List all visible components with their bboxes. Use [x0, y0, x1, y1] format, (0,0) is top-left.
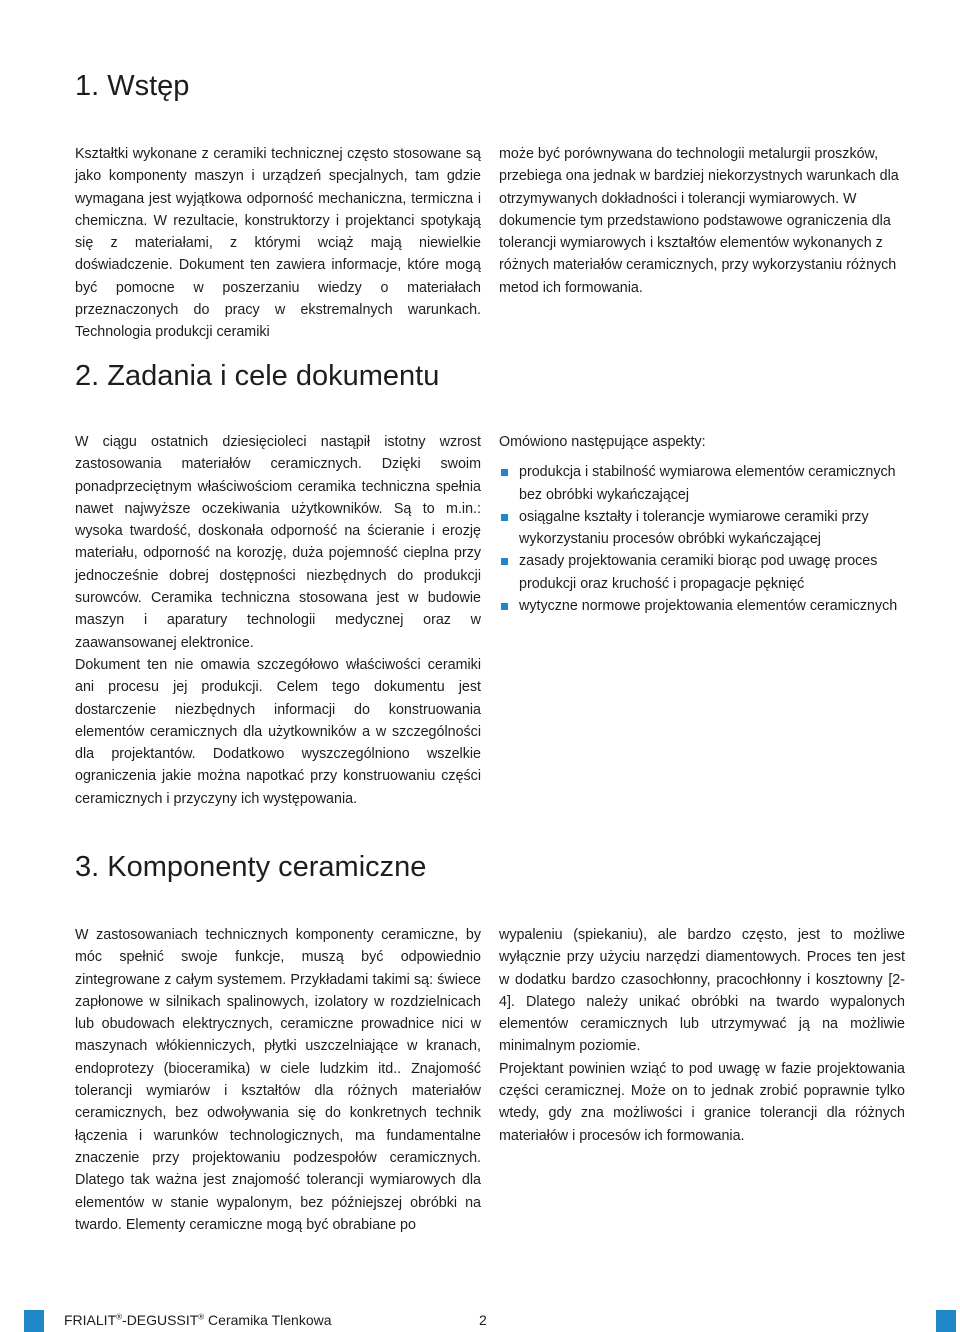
column-right [499, 143, 905, 299]
column-right [499, 431, 905, 617]
paragraph: Projektant powinien wziąć to pod uwagę w fazie projektowania części ceramicznej. Może on to jednak zrobić poprawnie tylko wtedy, gdy zna możliwości i granice tolerancji dla różnych materiałów i procesów ich formowania. [499, 1060, 905, 1144]
column-right [499, 924, 905, 1147]
footer-accent-block-right [936, 1310, 956, 1332]
column-left [75, 924, 481, 1236]
list-intro: Omówiono następujące aspekty: [499, 434, 706, 450]
column-left [75, 143, 481, 344]
bullet-square-icon [501, 558, 508, 565]
paragraph: W ciągu ostatnich dziesięcioleci nastąpił istotny wzrost zastosowania materiałów ceramicznych. Dzięki swoim ponadprzeciętnym właściwościom ceramika techniczna spełnia nawet najwyższe oczekiwania użytkowników. Są to m.in.: wysoka twardość, doskonała odporność na ścieranie i erozję materiału, odporność na korozję, duża pojemność cieplna przy jednocześnie dobrej dostępności niezbędnych do produkcji surowców. Ceramika techniczna stosowana jest w budowie maszyn i aparatury technologii medycznej oraz w zaawansowanej elektronice. [75, 434, 481, 651]
section-heading: 1. Wstęp [75, 70, 190, 102]
section-heading: 3. Komponenty ceramiczne [75, 851, 427, 883]
list-item: osiągalne kształty i tolerancje wymiarowe ceramiki przy wykorzystaniu procesów obróbki wykańczającej [499, 506, 905, 551]
bullet-square-icon [501, 603, 508, 610]
section-heading: 2. Zadania i cele dokumentu [75, 360, 440, 392]
bullet-square-icon [501, 469, 508, 476]
column-left [75, 431, 481, 810]
footer-accent-block-left [24, 1310, 44, 1332]
paragraph: W zastosowaniach technicznych komponenty ceramiczne, by móc spełnić swoje funkcje, muszą być odpowiednio zintegrowane z całym systemem. Przykładami takimi są: świece zapłonowe w silnikach spalinowych, izolatory w rozdzielnicach lub obudowach elektrycznych, ceramiczne prowadnice nici w maszynach włókienniczych, płytki uszczelniające w kranach, endoprotezy (bioceramika) w ciele ludzkim itd.. Znajomość tolerancji wymiarów i kształtów dla różnych materiałów ceramicznych, bez odwoływania się do konkretnych technik łączenia i warunków technologicznych, ma fundamentalne znaczenie przy projektowaniu podzespołów ceramicznych. Dlatego tak ważna jest znajomość tolerancji wymiarowych dla elementów w stanie wypalonym, bez późniejszej obróbki na twardo. Elementy ceramiczne mogą być obrabiane po [75, 927, 481, 1233]
page-footer [0, 1306, 960, 1332]
page-number: 2 [479, 1312, 487, 1328]
paragraph: Kształtki wykonane z ceramiki technicznej często stosowane są jako komponenty maszyn i urządzeń specjalnych, tam gdzie wymagana jest wyjątkowa odporność mechaniczna, termiczna i chemiczna. W rezultacie, konstruktorzy i projektanci spotykają się z materiałami, z którymi wciąż mają niewielkie doświadczenie. Dokument ten zawiera informacje, które mogą być pomocne w poszerzaniu wiedzy o materiałach przeznaczonych do pracy w ekstremalnych warunkach. Technologia produkcji ceramiki [75, 146, 481, 341]
list-item: wytyczne normowe projektowania elementów ceramicznych [499, 595, 905, 617]
aspects-list [499, 461, 905, 617]
paragraph: może być porównywana do technologii metalurgii proszków, przebiega ona jednak w bardziej niekorzystnych warunkach dla otrzymywanych dokładności i tolerancji wymiarowych. W dokumencie tym przedstawiono podstawowe ograniczenia dla tolerancji wymiarowych i kształtów elementów wykonanych z różnych materiałów ceramicznych, przy wykorzystaniu różnych metod ich formowania. [499, 146, 899, 296]
footer-brand: FRIALIT®-DEGUSSIT® Ceramika Tlenkowa [64, 1312, 332, 1328]
paragraph: Dokument ten nie omawia szczegółowo właściwości ceramiki ani procesu jej produkcji. Celem tego dokumentu jest dostarczenie niezbędnych informacji do konstruowania elementów ceramicznych dla użytkowników a w szczególności dla projektantów. Dodatkowo wyszczególniono wszelkie ograniczenia jakie można napotkać przy konstruowaniu części ceramicznych i przyczyny ich występowania. [75, 656, 481, 807]
list-item: produkcja i stabilność wymiarowa elementów ceramicznych bez obróbki wykańczającej [499, 461, 905, 506]
paragraph: wypaleniu (spiekaniu), ale bardzo często, jest to możliwe wyłącznie przy użyciu narzędzi diamentowych. Proces ten jest w dodatku bardzo czasochłonny, pracochłonny i kosztowny [2-4]. Dlatego należy unikać obróbki na twardo wypalonych elementów ceramicznych lub utrzymywać ją na możliwie minimalnym poziomie. [499, 927, 905, 1055]
list-item: zasady projektowania ceramiki biorąc pod uwagę proces produkcji oraz kruchość i propagacje pęknięć [499, 550, 905, 595]
bullet-square-icon [501, 514, 508, 521]
